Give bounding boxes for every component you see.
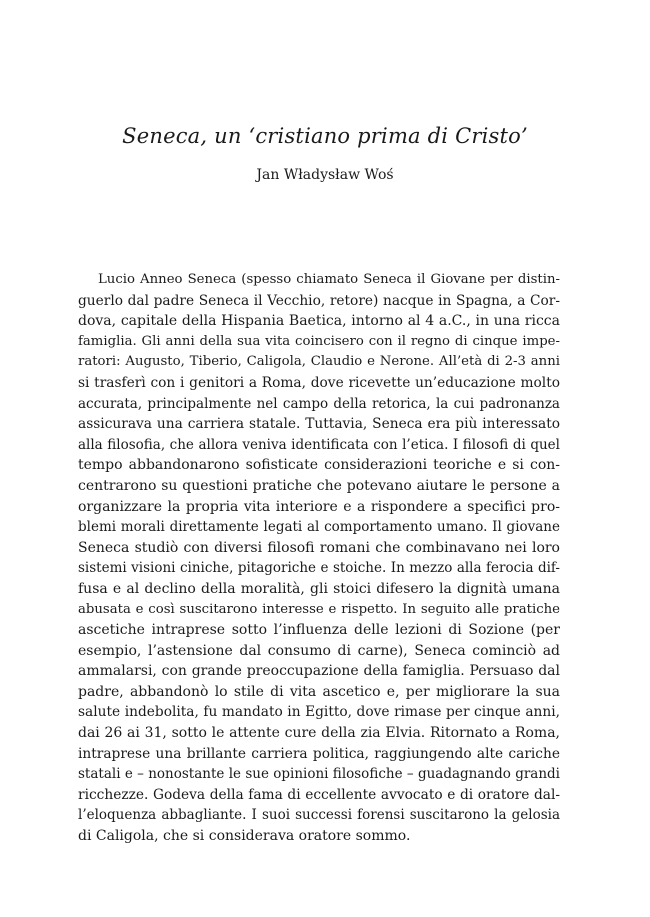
paragraph-line: blemi morali direttamente legati al comportamento umano. Il giovane [78, 519, 560, 536]
paragraph-line: organizzare la propria vita interiore e a rispondere a specifici pro- [78, 498, 560, 515]
paragraph-line: Lucio Anneo Seneca (spesso chiamato Seneca il Giovane per distin- [98, 272, 560, 287]
paragraph-line: salute indebolita, fu mandato in Egitto, dove rimase per cinque anni, [78, 704, 560, 721]
paragraph-line: abusata e così suscitarono interesse e rispetto. In seguito alle pratiche [78, 601, 560, 617]
paragraph-line: guerlo dal padre Seneca il Vecchio, retore) nacque in Spagna, a Cor- [78, 292, 560, 309]
paragraph-line: centrarono su questioni pratiche che potevano aiutare le persone a [78, 477, 560, 494]
body-paragraph [78, 270, 560, 847]
paragraph-line: padre, abbandonò lo stile di vita ascetico e, per migliorare la sua [78, 683, 560, 700]
paragraph-line: si trasferì con i genitori a Roma, dove ricevette un’educazione molto [78, 374, 560, 391]
paragraph-line: dai 26 ai 31, sotto le attente cure della zia Elvia. Ritornato a Roma, [78, 725, 560, 742]
paragraph-line: accurata, principalmente nel campo della retorica, la cui padronanza [78, 395, 560, 412]
paragraph-line: ratori: Augusto, Tiberio, Caligola, Claudio e Nerone. All’età di 2-3 anni [78, 354, 560, 370]
paragraph-line: ammalarsi, con grande preoccupazione della famiglia. Persuaso dal [78, 663, 560, 680]
paragraph-line: dova, capitale della Hispania Baetica, intorno al 4 a.C., in una ricca [78, 313, 560, 330]
paragraph-line: alla filosofia, che allora veniva identificata con l’etica. I filosofi di quel [78, 436, 560, 453]
paragraph-line: Seneca studiò con diversi filosofi romani che combinavano nei loro [78, 539, 560, 556]
chapter-title: Seneca, un ‘cristiano prima di Cristo’ [122, 124, 528, 148]
paragraph-line: sistemi visioni ciniche, pitagoriche e stoiche. In mezzo alla ferocia dif- [78, 560, 560, 577]
paragraph-line: tempo abbandonarono sofisticate considerazioni teoriche e si con- [78, 457, 560, 474]
paragraph-line: esempio, l’astensione dal consumo di carne), Seneca cominciò ad [78, 642, 560, 659]
paragraph-line: assicurava una carriera statale. Tuttavia, Seneca era più interessato [78, 416, 560, 433]
author-name: Jan Władysław Woś [256, 167, 394, 183]
paragraph-line: ascetiche intraprese sotto l’influenza delle lezioni di Sozione (per [78, 622, 560, 639]
paragraph-line: intraprese una brillante carriera politica, raggiungendo alte cariche [78, 745, 560, 762]
paragraph-line: statali e – nonostante le sue opinioni filosofiche – guadagnando grandi [78, 766, 560, 783]
paragraph-line: ricchezze. Godeva della fama di eccellente avvocato e di oratore dal- [78, 786, 560, 803]
paragraph-line: di Caligola, che si considerava oratore sommo. [78, 828, 411, 845]
paragraph-line: l’eloquenza abbagliante. I suoi successi forensi suscitarono la gelosia [78, 807, 560, 824]
paragraph-line: fusa e al declino della moralità, gli stoici difesero la dignità umana [78, 580, 560, 597]
paragraph-line: famiglia. Gli anni della sua vita coincisero con il regno di cinque impe- [78, 333, 560, 349]
